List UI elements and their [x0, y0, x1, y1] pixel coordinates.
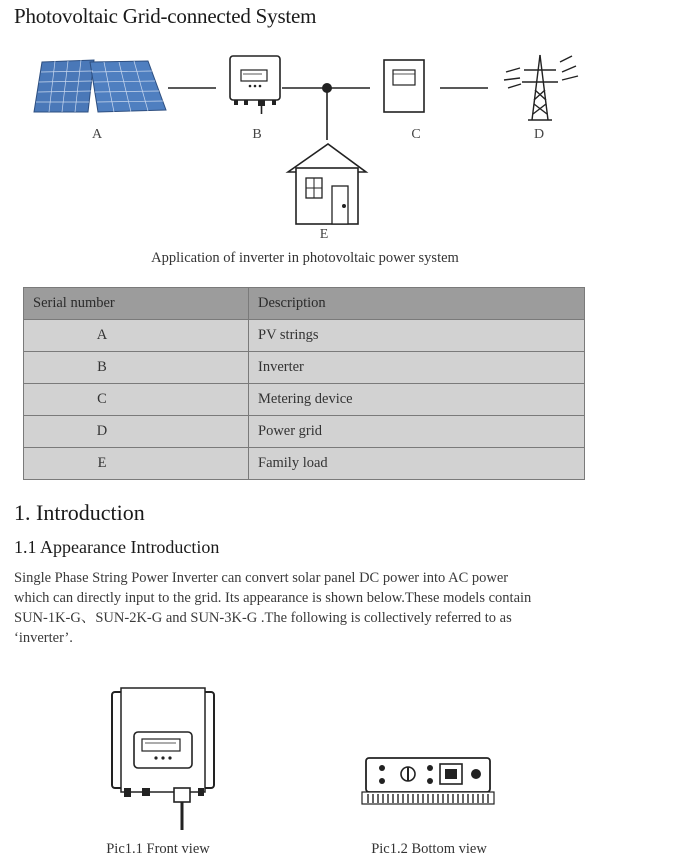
label-b: B [252, 127, 262, 142]
description-cell: Family load [249, 448, 585, 480]
subsection-heading: 1.1 Appearance Introduction [14, 537, 220, 557]
table-row [24, 352, 585, 384]
solar-panels-icon [34, 60, 166, 112]
label-c: C [411, 127, 421, 142]
component-table [23, 287, 585, 480]
power-tower-icon [504, 55, 578, 120]
inverter-front-view [100, 684, 230, 834]
meter-icon [384, 60, 424, 112]
front-view-caption: Pic1.1 Front view [106, 841, 210, 857]
inverter-icon [230, 56, 280, 114]
junction-dot [322, 83, 332, 93]
bottom-view-caption: Pic1.2 Bottom view [371, 841, 487, 857]
serial-cell: D [24, 416, 249, 448]
label-e: E [319, 227, 329, 242]
table-header-row [24, 288, 585, 320]
table-row [24, 320, 585, 352]
house-icon [288, 144, 366, 224]
system-diagram [0, 38, 680, 248]
serial-cell: E [24, 448, 249, 480]
label-a: A [91, 127, 103, 142]
page-title: Photovoltaic Grid-connected System [14, 4, 317, 28]
table-row [24, 384, 585, 416]
description-cell: Metering device [249, 384, 585, 416]
table-row [24, 416, 585, 448]
description-cell: Power grid [249, 416, 585, 448]
label-d: D [533, 127, 545, 142]
diagram-caption: Application of inverter in photovoltaic power system [151, 250, 459, 266]
section-heading: 1. Introduction [14, 500, 145, 525]
description-cell: Inverter [249, 352, 585, 384]
serial-cell: B [24, 352, 249, 384]
serial-cell: C [24, 384, 249, 416]
header-description: Description [249, 288, 585, 320]
serial-cell: A [24, 320, 249, 352]
description-cell: PV strings [249, 320, 585, 352]
inverter-bottom-view [358, 752, 498, 812]
intro-paragraph: Single Phase String Power Inverter can convert solar panel DC power into AC power which can directly input to the grid. Its appearance is shown below.These models contain SUN-1K-G、SUN-2K-G and SUN-3K-G .The following is collectively referred to as ‘inverter’. [14, 570, 532, 646]
table-row [24, 448, 585, 480]
header-serial-number: Serial number [24, 288, 249, 320]
